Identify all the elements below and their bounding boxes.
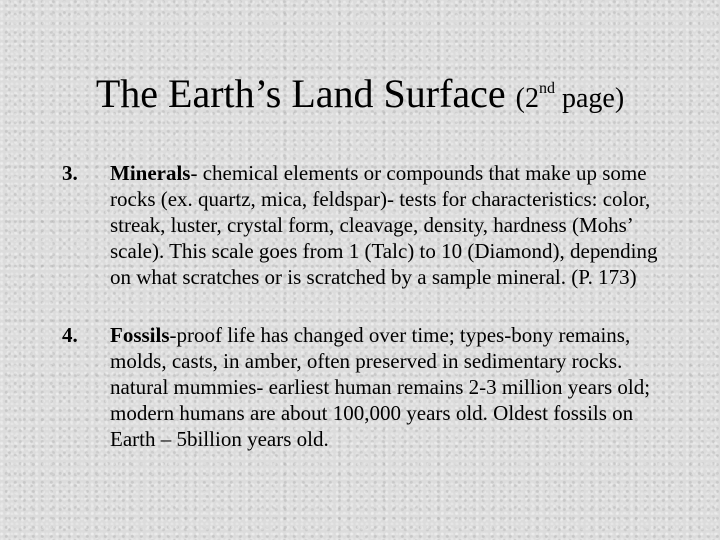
item-body: [110, 160, 662, 290]
item-term: Minerals: [110, 161, 191, 185]
item-number: 3.: [62, 161, 78, 185]
item-description: -proof life has changed over time; types-bony remains, molds, casts, in amber, often preserved in sedimentary rocks. natural mummies- earliest human remains 2-3 million years old; modern humans are about 100,000 years old. Oldest fossils on Earth – 5billion years old.: [110, 323, 651, 451]
item-description: - chemical elements or compounds that make up some rocks (ex. quartz, mica, feldspar)- tests for characteristics: color, streak, luster, crystal form, cleavage, density, hardness (Mohs’ scale). This scale goes from 1 (Talc) to 10 (Diamond), depending on what scratches or is scratched by a sample mineral. (P. 173): [110, 161, 658, 289]
list-item-fossils: [62, 322, 662, 452]
title-paren-open: (2: [515, 83, 539, 114]
title-subtitle: [515, 80, 625, 114]
title-main: The Earth’s Land Surface: [95, 71, 506, 116]
item-body: [110, 322, 662, 452]
item-number: 4.: [62, 323, 78, 347]
list-item-minerals: [62, 160, 662, 290]
item-term: Fossils: [110, 323, 170, 347]
title-superscript: nd: [538, 80, 555, 97]
title-paren-close: page): [554, 83, 625, 114]
slide-title: [0, 70, 720, 117]
